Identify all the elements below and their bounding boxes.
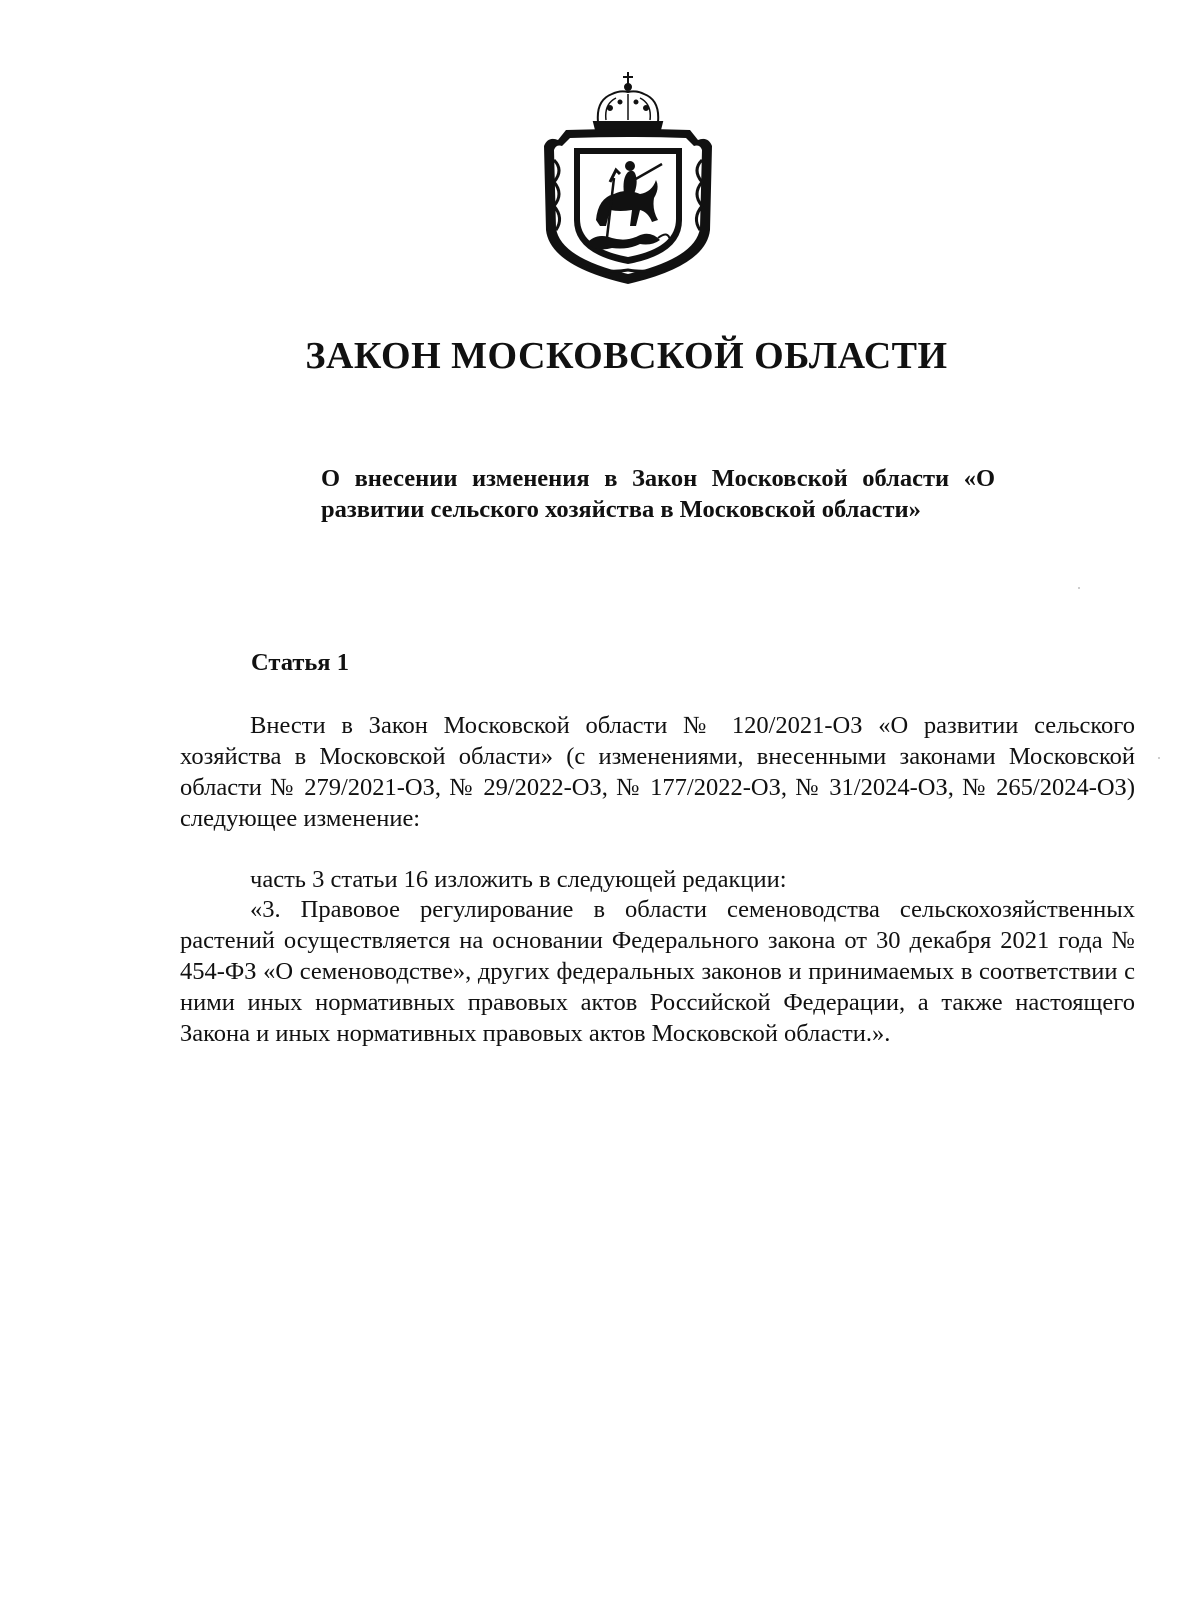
shield-icon [574, 148, 682, 264]
scan-speck [1158, 757, 1160, 759]
article-paragraph-instruction: часть 3 статьи 16 изложить в следующей редакции: [250, 866, 787, 893]
scan-speck [1078, 587, 1080, 589]
document-subject: О внесении изменения в Закон Московской области «О развитии сельского хозяйства в Московской области» [321, 465, 995, 523]
document-title: ЗАКОН МОСКОВСКОЙ ОБЛАСТИ [305, 335, 948, 377]
coat-of-arms-icon [540, 70, 716, 288]
crown-icon [594, 72, 662, 130]
article-paragraph-intro: Внести в Закон Московской области № 120/2021-ОЗ «О развитии сельского хозяйства в Московской области» (с изменениями, внесенными законами Московской области № 279/2021-ОЗ, № 29/2022-ОЗ, № 177/2022-ОЗ, № 31/2024-ОЗ, № 265/2024-ОЗ) следующее изменение: [180, 712, 1135, 832]
article-heading: Статья 1 [251, 649, 349, 676]
article-paragraph-new-wording: «3. Правовое регулирование в области семеноводства сельскохозяйственных растений осуществляется на основании Федерального закона от 30 декабря 2021 года № 454-ФЗ «О семеноводстве», других федеральных законов и принимаемых в соответствии с ними иных нормативных правовых актов Российской Федерации, а также настоящего Закона и иных нормативных правовых актов Московской области.». [180, 896, 1135, 1047]
